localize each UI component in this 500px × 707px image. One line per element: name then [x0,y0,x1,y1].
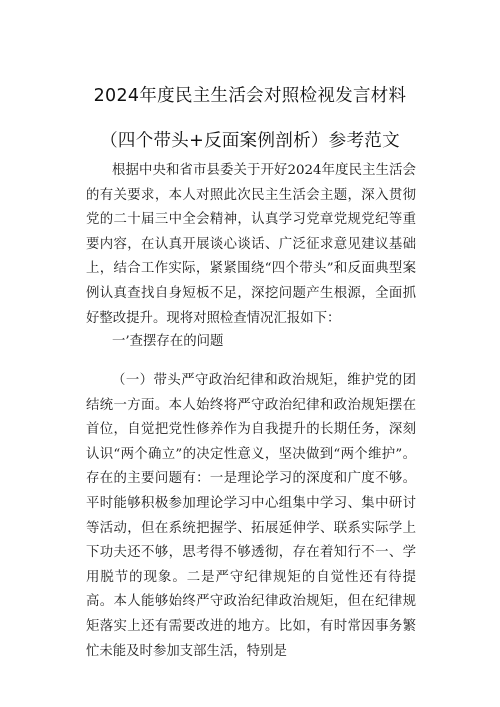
document-title-line2: （四个带头+反面案例剖析）参考范文 [100,131,400,151]
document-title-line1: 2024年度民主生活会对照检视发言材料 [93,86,407,106]
body-paragraph: （一）带头严守政治纪律和政治规矩，维护党的团结统一方面。本人始终将严守政治纪律和政治规矩摆在首位，自觉把党性修养作为自我提升的长期任务，深刻认识“两个确立”的决定性意义，坚决做到“两个维护”。存在的主要问题有：一是理论学习的深度和广度不够。平时能够积极参加理论学习中心组集中学习、集中研讨等活动，但在系统把握学、拓展延伸学、联系实际学上下功夫还不够，思考得不够透彻，存在着知行不一、学用脱节的现象。二是严守纪律规矩的自觉性还有待提高。本人能够始终严守政治纪律政治规矩，但在纪律规矩落实上还有需要改进的地方。比如，有时常因事务繁忙未能及时参加支部生活，特别是 [86,373,416,659]
section-heading: 一’查摆存在的问题 [112,334,224,349]
intro-paragraph: 根据中央和省市县委关于开好2024年度民主生活会的有关要求，本人对照此次民主生活会主题，深入贯彻党的二十届三中全会精神，认真学习党章党规党纪等重要内容，在认真开展谈心谈话、广泛征求意见建议基础上，结合工作实际，紧紧围绕“四个带头”和反面典型案例认真查找自身短板不足，深挖问题产生根源，全面抓好整改提升。现将对照检查情况汇报如下： [86,163,416,326]
